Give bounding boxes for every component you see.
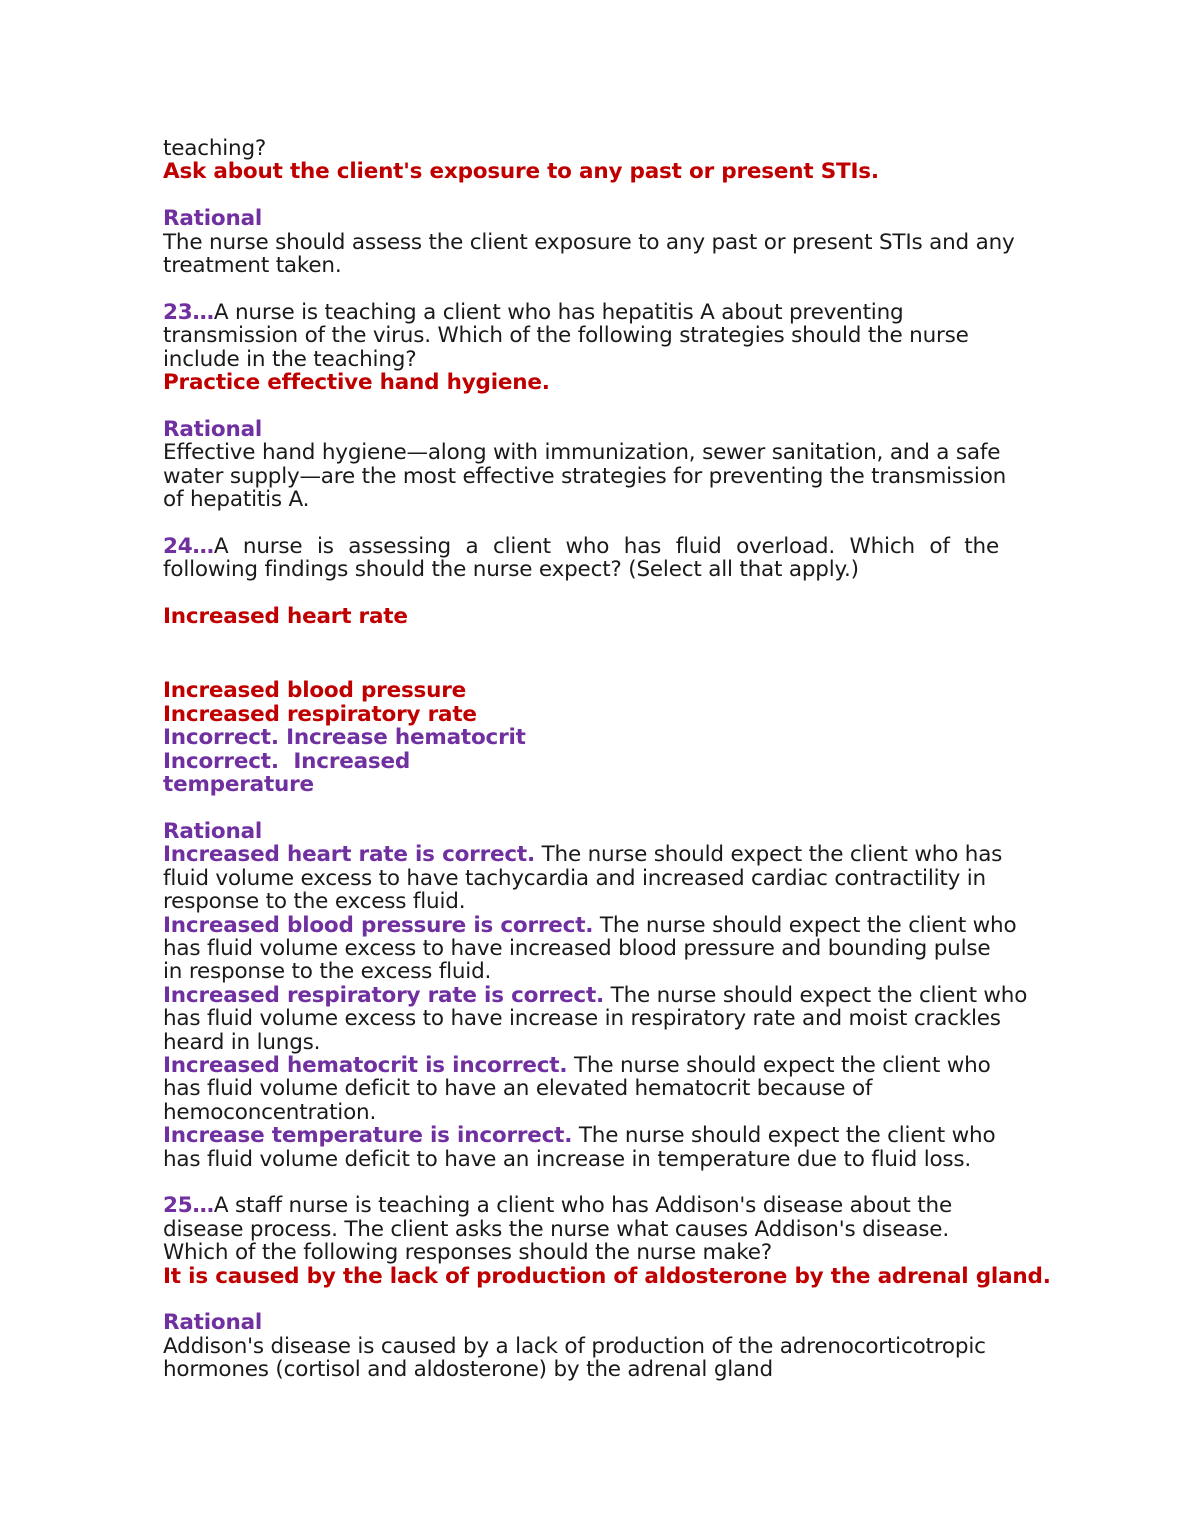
question-text: teaching? — [163, 136, 267, 161]
rationale-text: The nurse should expect the client who has — [534, 842, 1003, 868]
rational-heading: Rational — [163, 416, 263, 442]
rational-text: The nurse should assess the client exposure to any past or present STIs and any — [163, 229, 1015, 255]
question-25 — [163, 1194, 1043, 1217]
question-text: Which of the following responses should the nurse make? — [163, 1240, 772, 1266]
rationale-text: hemoconcentration. — [163, 1099, 377, 1125]
question-24 — [163, 535, 999, 558]
rationale-label: Increased respiratory rate is correct. — [163, 982, 605, 1008]
rationale-text: has fluid volume deficit to have an elevated hematocrit because of — [163, 1076, 873, 1102]
question-number: 25… — [163, 1193, 214, 1219]
rational-text: water supply—are the most effective strategies for preventing the transmission — [163, 463, 1007, 489]
rational-text: Addison's disease is caused by a lack of production of the adrenocorticotropic — [163, 1333, 986, 1359]
rationale-text: heard in lungs. — [163, 1029, 321, 1055]
rationale-item — [163, 914, 1043, 984]
rational-heading: Rational — [163, 818, 263, 844]
answer: Increased heart rate — [163, 604, 408, 630]
rationale-text: The nurse should expect the client who — [604, 982, 1028, 1008]
rationale-text: has fluid volume deficit to have an increase in temperature due to fluid loss. — [163, 1146, 972, 1172]
rational-heading: Rational — [163, 206, 263, 232]
rational-heading: Rational — [163, 1310, 263, 1336]
answer: Practice effective hand hygiene. — [163, 370, 550, 396]
answer: It is caused by the lack of production of aldosterone by the adrenal gland. — [163, 1263, 1051, 1289]
rationale-item — [163, 1124, 1043, 1171]
question-text: transmission of the virus. Which of the following strategies should the nurse — [163, 323, 969, 349]
question-23 — [163, 301, 1043, 324]
question-text: A nurse is teaching a client who has hepatitis A about preventing — [213, 299, 904, 325]
rationale-label: Increased blood pressure is correct. — [163, 912, 594, 938]
rationale-label: Increase temperature is incorrect. — [163, 1123, 573, 1149]
rational-text: Effective hand hygiene—along with immunization, sewer sanitation, and a safe — [163, 440, 1001, 466]
rationale-item — [163, 984, 1043, 1054]
question-text: A staff nurse is teaching a client who has Addison's disease about the — [213, 1193, 952, 1219]
incorrect-option: Incorrect. Increase hematocrit — [163, 725, 526, 751]
rationale-item — [163, 843, 1043, 913]
answer: Increased respiratory rate — [163, 701, 477, 727]
rationale-text: fluid volume excess to have tachycardia and increased cardiac contractility in — [163, 865, 986, 891]
rationale-text: has fluid volume excess to have increased blood pressure and bounding pulse — [163, 935, 991, 961]
document-content — [163, 136, 1051, 1383]
rationale-text: in response to the excess fluid. — [163, 959, 492, 985]
rationale-item — [163, 1054, 1043, 1124]
rationale-text: The nurse should expect the client who — [593, 912, 1017, 938]
rational-text: treatment taken. — [163, 253, 342, 279]
answer: Increased blood pressure — [163, 678, 467, 704]
rationale-label: Increased heart rate is correct. — [163, 842, 535, 868]
rationale-text: has fluid volume excess to have increase in respiratory rate and moist crackles — [163, 1006, 1001, 1032]
question-number: 24… — [163, 533, 214, 559]
rationale-text: The nurse should expect the client who — [572, 1123, 996, 1149]
rationale-text: response to the excess fluid. — [163, 889, 466, 915]
incorrect-option: temperature — [163, 772, 314, 798]
rational-text: hormones (cortisol and aldosterone) by the adrenal gland — [163, 1357, 773, 1383]
rational-text: of hepatitis A. — [163, 487, 310, 513]
rationale-label: Increased hematocrit is incorrect. — [163, 1052, 568, 1078]
question-text: following findings should the nurse expect? (Select all that apply.) — [163, 557, 859, 583]
question-text: A nurse is assessing a client who has fluid overload. Which of the — [213, 533, 999, 559]
incorrect-option: Incorrect. Increased — [163, 748, 411, 774]
rationale-text: The nurse should expect the client who — [567, 1052, 991, 1078]
answer: Ask about the client's exposure to any past or present STIs. — [163, 159, 879, 185]
question-text: disease process. The client asks the nurse what causes Addison's disease. — [163, 1216, 949, 1242]
question-text: include in the teaching? — [163, 346, 417, 372]
question-number: 23… — [163, 299, 214, 325]
